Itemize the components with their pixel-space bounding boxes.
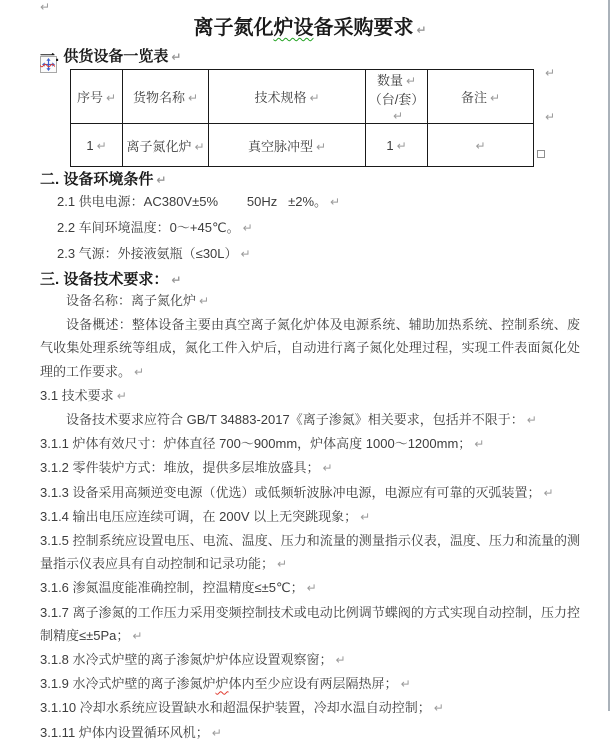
pilcrow-mark: ↵ [105, 91, 117, 105]
pilcrow-mark: ↵ [171, 273, 182, 287]
item-3-1-9[interactable]: 3.1.9 水冷式炉壁的离子渗氮炉炉体内至少应设有两层隔热屏； ↵ [40, 676, 411, 692]
header-cell-seq[interactable]: 序号 ↵ [71, 70, 123, 124]
item-2-3[interactable]: 2.3 气源：外接液氨瓶（≤30L） ↵ [57, 246, 251, 261]
pilcrow-mark: ↵ [194, 139, 205, 154]
pilcrow-mark: ↵ [396, 138, 407, 153]
pilcrow-mark: ↵ [40, 0, 51, 14]
pilcrow-mark: ↵ [322, 461, 333, 476]
supply-equipment-table [70, 69, 534, 167]
cell-spec[interactable]: 真空脉冲型 ↵ [209, 124, 366, 167]
header-cell-spec[interactable]: 技术规格 ↵ [209, 70, 366, 124]
cell-name[interactable]: 离子氮化炉 ↵ [123, 124, 209, 167]
cell-qty[interactable]: 1 ↵ [366, 124, 428, 167]
table-header-row [71, 70, 534, 124]
item-3-1-3[interactable]: 3.1.3 设备采用高频逆变电源（优选）或低频斩波脉冲电源，电源应有可靠的灭弧装置； ↵ [40, 484, 554, 500]
section-3-heading[interactable]: 三. 设备技术要求： ↵ [40, 271, 182, 288]
pilcrow-mark: ↵ [545, 66, 556, 80]
pilcrow-mark: ↵ [526, 413, 537, 428]
table-row [71, 124, 534, 167]
title-text-post: 备采购要求 [313, 17, 414, 39]
header-cell-note[interactable]: 备注 ↵ [428, 70, 534, 124]
pilcrow-mark: ↵ [475, 138, 486, 153]
pilcrow-mark: ↵ [132, 628, 143, 643]
section-2-heading[interactable]: 二. 设备环境条件 ↵ [40, 171, 167, 188]
pilcrow-mark: ↵ [171, 50, 182, 64]
pilcrow-mark: ↵ [309, 91, 320, 105]
device-overview-paragraph[interactable]: 设备概述：整体设备主要由真空离子氮化炉体及电源系统、辅助加热系统、控制系统、废气收集处理系统等组成，氮化工件入炉后，自动进行离子氮化处理过程，实现工件表面氮化处理的工作要求。 ↵ [40, 317, 580, 379]
document-title[interactable] [40, 15, 580, 43]
page-edge-line [608, 0, 610, 711]
pilcrow-mark: ↵ [277, 557, 288, 572]
empty-paragraph[interactable] [40, 0, 580, 15]
pilcrow-mark: ↵ [240, 247, 251, 261]
pilcrow-mark: ↵ [96, 138, 107, 153]
pilcrow-mark: ↵ [315, 139, 327, 154]
item-3-1-5[interactable]: 3.1.5 控制系统应设置电压、电流、温度、压力和流量的测量指示仪表，温度、压力和流量的测量指示仪表应具有自动控制和记录功能； ↵ [40, 533, 580, 572]
pilcrow-mark: ↵ [116, 388, 127, 403]
pilcrow-mark: ↵ [543, 485, 554, 500]
section-1-heading-marked: 一 [40, 48, 56, 65]
pilcrow-mark: ↵ [545, 110, 556, 124]
pilcrow-mark: ↵ [474, 437, 485, 452]
pilcrow-mark: ↵ [433, 701, 444, 716]
item-2-1[interactable]: 2.1 供电电源：AC380V±5% 50Hz ±2%。 ↵ [57, 194, 341, 209]
pilcrow-mark: ↵ [335, 653, 346, 668]
section-1-heading[interactable] [40, 48, 580, 66]
pilcrow-mark: ↵ [489, 91, 501, 105]
pilcrow-mark: ↵ [134, 364, 145, 379]
title-text-pre: 离子氮化 [193, 17, 274, 39]
pilcrow-mark: ↵ [211, 725, 222, 740]
cell-note[interactable] [428, 124, 534, 167]
cell-seq[interactable]: 1 ↵ [71, 124, 123, 167]
pilcrow-mark: ↵ [405, 74, 417, 88]
item-3-1-1[interactable]: 3.1.1 炉体有效尺寸：炉体直径 700～900mm，炉体高度 1000～1200mm； ↵ [40, 436, 485, 452]
device-name-line[interactable]: 设备名称：离子氮化炉 ↵ [66, 293, 210, 308]
title-text-grammar-squiggle: 炉设 [273, 17, 314, 39]
item-3-1-6[interactable]: 3.1.6 渗氮温度能准确控制，控温精度≤±5℃； ↵ [40, 580, 317, 596]
pilcrow-mark: ↵ [242, 221, 253, 235]
item-3-1-7[interactable]: 3.1.7 离子渗氮的工作压力采用变频控制技术或电动比例调节蝶阀的方式实现自动控制，压力控制精度≤±5Pa； ↵ [40, 604, 580, 643]
pilcrow-mark: ↵ [330, 195, 341, 209]
header-cell-name[interactable]: 货物名称 ↵ [123, 70, 209, 124]
pilcrow-mark: ↵ [392, 109, 404, 123]
pilcrow-mark: ↵ [187, 91, 199, 105]
section-1-heading-rest: . 供货设备一览表 [55, 48, 169, 65]
document-content [40, 0, 580, 745]
pilcrow-mark: ↵ [306, 581, 317, 596]
pilcrow-mark: ↵ [400, 677, 411, 692]
item-3-1-2[interactable]: 3.1.2 零件装炉方式：堆放，提供多层堆放盛具； ↵ [40, 460, 333, 476]
pilcrow-mark: ↵ [360, 509, 371, 524]
pilcrow-mark: ↵ [156, 173, 167, 187]
item-2-2[interactable]: 2.2 车间环境温度：0～+45℃。 ↵ [57, 220, 253, 235]
pilcrow-mark: ↵ [416, 23, 427, 37]
header-cell-qty[interactable]: 数量 ↵ （台/套）↵ [366, 70, 428, 124]
spellcheck-squiggle: 炉 [215, 676, 229, 692]
item-3-1-11[interactable]: 3.1.11 炉体内设置循环风机； ↵ [40, 724, 222, 740]
item-3-1-10[interactable]: 3.1.10 冷却水系统应设置缺水和超温保护装置，冷却水温自动控制； ↵ [40, 700, 444, 716]
sub-heading-3-1[interactable]: 3.1 技术要求 ↵ [40, 387, 127, 403]
item-3-1-8[interactable]: 3.1.8 水冷式炉壁的离子渗氮炉炉体应设置观察窗； ↵ [40, 652, 346, 668]
pilcrow-mark: ↵ [199, 294, 210, 308]
item-3-1-4[interactable]: 3.1.4 输出电压应连续可调，在 200V 以上无突跳现象； ↵ [40, 508, 371, 524]
standard-note-line[interactable]: 设备技术要求应符合 GB/T 34883-2017《离子渗氮》相关要求，包括并不限于： ↵ [66, 412, 537, 428]
